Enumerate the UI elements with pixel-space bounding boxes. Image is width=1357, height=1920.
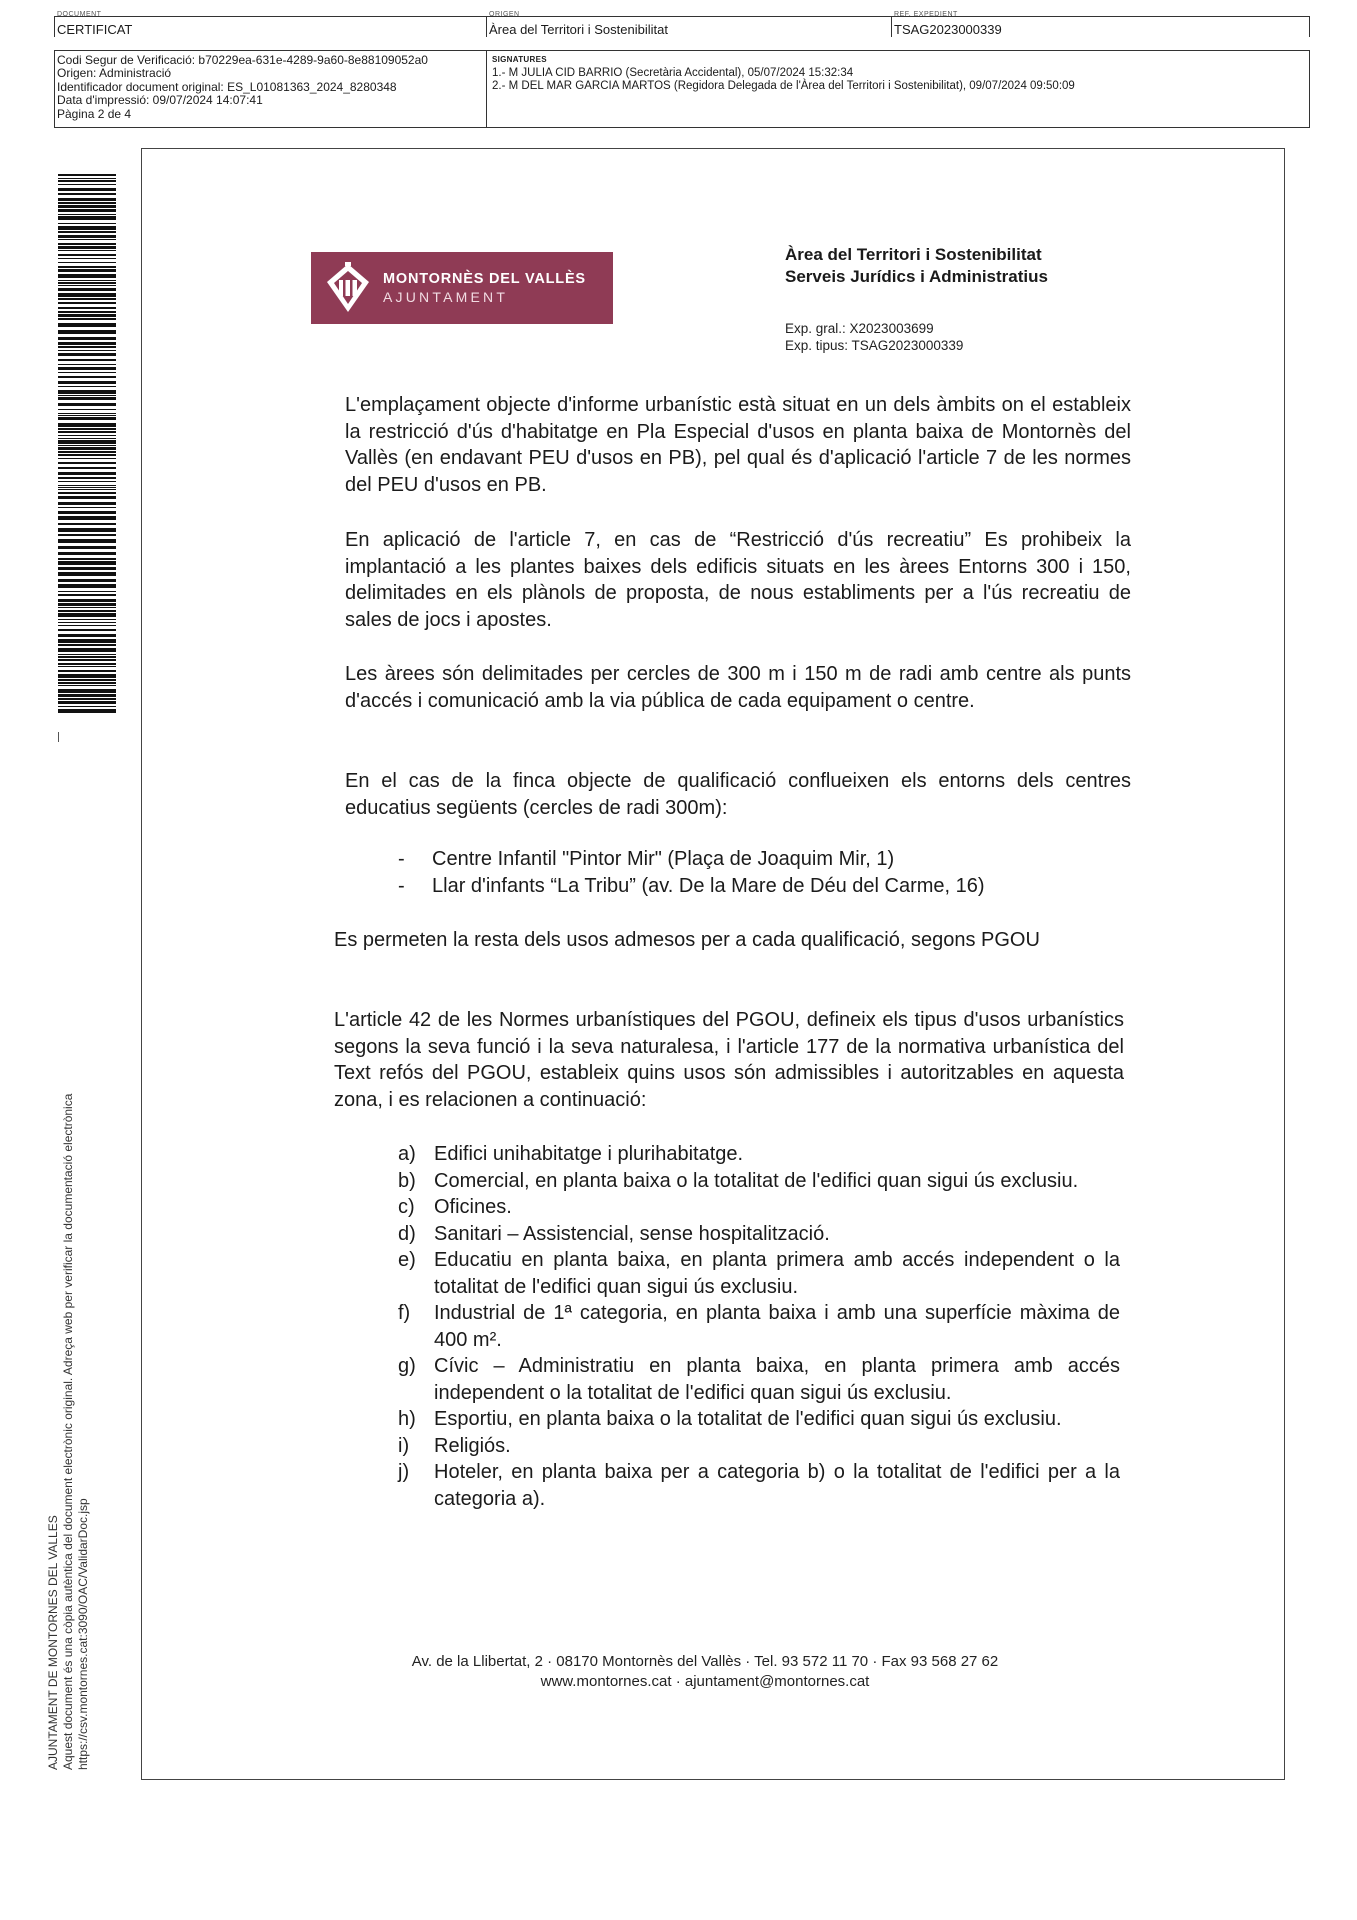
barcode-stripe bbox=[58, 428, 116, 430]
barcode-stripe bbox=[58, 567, 116, 570]
barcode-stripe bbox=[58, 487, 116, 488]
barcode-stripe bbox=[58, 364, 116, 365]
barcode-stripe bbox=[58, 376, 116, 378]
barcode-stripe bbox=[58, 534, 116, 536]
barcode-stripe bbox=[58, 546, 116, 549]
origin-area: Àrea del Territori i Sostenibilitat bbox=[489, 22, 668, 37]
barcode-stripe bbox=[58, 701, 116, 704]
barcode-stripe bbox=[58, 415, 116, 416]
barcode-stripe bbox=[58, 311, 116, 313]
list-item bbox=[398, 1406, 1120, 1433]
list-marker: h) bbox=[398, 1408, 416, 1430]
centre-la-tribu: Llar d'infants “La Tribu” (av. De la Mare de Déu del Carme, 16) bbox=[432, 875, 985, 897]
barcode-stripe bbox=[58, 698, 116, 700]
list-marker: d) bbox=[398, 1222, 416, 1245]
barcode-stripe bbox=[58, 285, 116, 286]
barcode-stripe bbox=[58, 342, 116, 345]
list-item bbox=[398, 1168, 1120, 1195]
barcode-stripe bbox=[58, 214, 116, 215]
barcode-stripe bbox=[58, 579, 116, 582]
barcode bbox=[58, 174, 116, 714]
barcode-stripe bbox=[58, 516, 116, 520]
barcode-stripe bbox=[58, 266, 116, 268]
barcode-stripe bbox=[58, 359, 116, 361]
barcode-stripe bbox=[58, 485, 116, 486]
barcode-stripe bbox=[58, 492, 116, 494]
certificate-meta-box bbox=[54, 50, 1310, 128]
list-marker: i) bbox=[398, 1434, 410, 1457]
barcode-stripe bbox=[58, 337, 116, 340]
barcode-stripe bbox=[58, 243, 116, 245]
paragraph-location: L'emplaçament objecte d'informe urbanístic està situat en un dels àmbits on el estableix la restricció d'ús d'habitatge en Pla Especial d'usos en planta baixa de Montornès del Vallès (en endavant PEU d'usos en PB), pel qual és d'aplicació l'article 7 de les normes del PEU d'usos en PB. bbox=[345, 394, 1131, 496]
barcode-stripe bbox=[58, 330, 116, 334]
barcode-stripe bbox=[58, 685, 116, 686]
list-item bbox=[398, 1221, 1120, 1248]
barcode-stripe bbox=[58, 280, 116, 281]
barcode-stripe bbox=[58, 226, 116, 230]
list-marker: e) bbox=[398, 1249, 416, 1271]
centres-list bbox=[398, 846, 1138, 900]
barcode-stripe bbox=[58, 584, 116, 588]
paragraph-article-7: En aplicació de l'article 7, en cas de “Restricció d'ús recreatiu” Es prohibeix la implantació a les plantes baixes dels edificis situats en les àrees Entorns 300 i 150, delimitades en els plànols de proposta, de nous establiments per a l'ús recreatiu de sales de jocs i apostes. bbox=[345, 529, 1131, 631]
paragraph-article-42: L'article 42 de les Normes urbanístiques del PGOU, defineix els tipus d'usos urbanístics segons la seva funció i la seva naturalesa, i l'article 177 de la normativa urbanística del Text refós del PGOU, estableix quins usos són admissibles i autoritzables en aquesta zona, i es relacionen a continuació: bbox=[334, 1009, 1124, 1111]
barcode-stripe bbox=[58, 666, 116, 667]
expedient-type: Exp. tipus: TSAG2023000339 bbox=[785, 338, 964, 353]
logo-town-name: MONTORNÈS DEL VALLÈS bbox=[383, 271, 586, 287]
list-item bbox=[398, 1247, 1120, 1300]
barcode-stripe bbox=[58, 293, 116, 297]
department-service: Serveis Jurídics i Administratius bbox=[785, 267, 1048, 286]
barcode-stripe bbox=[58, 231, 116, 233]
barcode-stripe bbox=[58, 403, 116, 406]
barcode-stripe bbox=[58, 445, 116, 446]
barcode-stripe bbox=[58, 174, 116, 176]
barcode-tick bbox=[58, 732, 59, 742]
barcode-stripe bbox=[58, 431, 116, 433]
use-health: Sanitari – Assistencial, sense hospitalització. bbox=[434, 1222, 830, 1245]
barcode-stripe bbox=[58, 193, 116, 195]
barcode-stripe bbox=[58, 216, 116, 220]
barcode-stripe bbox=[58, 409, 116, 410]
barcode-stripe bbox=[58, 435, 116, 436]
barcode-stripe bbox=[58, 561, 116, 565]
page-number: Pàgina 2 de 4 bbox=[57, 106, 132, 121]
barcode-stripe bbox=[58, 395, 116, 396]
list-item bbox=[398, 1433, 1120, 1460]
list-marker: j) bbox=[398, 1461, 410, 1483]
use-industrial: Industrial de 1ª categoria, en planta baixa i amb una superfície màxima de 400 m². bbox=[434, 1302, 1120, 1351]
barcode-stripe bbox=[58, 599, 116, 602]
use-educational: Educatiu en planta baixa, en planta primera amb accés independent o la totalitat de l'edifici quan sigui ús exclusiu. bbox=[434, 1249, 1120, 1298]
use-hotel: Hoteler, en planta baixa per a categoria b) o la totalitat de l'edifici per a la categoria a). bbox=[434, 1461, 1120, 1510]
list-marker: b) bbox=[398, 1169, 416, 1192]
barcode-stripe bbox=[58, 417, 116, 420]
reference-number: TSAG2023000339 bbox=[894, 22, 1002, 37]
barcode-stripe bbox=[58, 298, 116, 300]
barcode-stripe bbox=[58, 502, 116, 505]
barcode-stripe bbox=[58, 262, 116, 263]
coat-of-arms-icon bbox=[325, 262, 371, 314]
use-commercial: Comercial, en planta baixa o la totalitat de l'edifici quan sigui ús exclusiu. bbox=[434, 1169, 1079, 1192]
barcode-stripe bbox=[58, 346, 116, 348]
uses-list bbox=[398, 1141, 1120, 1512]
barcode-stripe bbox=[58, 689, 116, 693]
list-marker: f) bbox=[398, 1302, 411, 1324]
certificate-header-row bbox=[54, 11, 1310, 37]
side-text-ajuntament: AJUNTAMENT DE MONTORNES DEL VALLES bbox=[46, 1515, 60, 1770]
barcode-stripe bbox=[58, 663, 116, 665]
list-marker: c) bbox=[398, 1196, 415, 1218]
list-marker: a) bbox=[398, 1143, 416, 1165]
barcode-stripe bbox=[58, 447, 116, 450]
barcode-stripe bbox=[58, 258, 116, 259]
side-text-verify-url: https://csv.montornes.cat:3090/OAC/ValidarDoc.jsp bbox=[76, 1498, 90, 1770]
document-caption: DOCUMENT bbox=[57, 11, 102, 18]
barcode-stripe bbox=[58, 235, 116, 238]
barcode-stripe bbox=[58, 694, 116, 697]
logo-ajuntament: AJUNTAMENT bbox=[383, 289, 509, 305]
barcode-stripe bbox=[58, 462, 116, 464]
department-area: Àrea del Territori i Sostenibilitat bbox=[785, 245, 1042, 264]
origin-caption: ORIGEN bbox=[489, 11, 520, 18]
list-item: - Llar d'infants “La Tribu” (av. De la Mare de Déu del Carme, 16) bbox=[398, 873, 1138, 900]
reference-cell bbox=[892, 11, 1309, 37]
barcode-stripe bbox=[58, 239, 116, 240]
paragraph-other-uses: Es permeten la resta dels usos admesos per a cada qualificació, segons PGOU bbox=[334, 929, 1040, 951]
barcode-stripe bbox=[58, 594, 116, 596]
department-heading bbox=[785, 244, 1048, 288]
barcode-stripe bbox=[58, 523, 116, 525]
barcode-stripe bbox=[58, 539, 116, 543]
barcode-stripe bbox=[58, 682, 116, 684]
list-item bbox=[398, 1141, 1120, 1168]
barcode-stripe bbox=[58, 386, 116, 387]
barcode-stripe bbox=[58, 467, 116, 469]
barcode-stripe bbox=[58, 314, 116, 317]
barcode-stripe bbox=[58, 246, 116, 249]
barcode-stripe bbox=[58, 188, 116, 191]
barcode-stripe bbox=[58, 302, 116, 304]
centre-pintor-mir: Centre Infantil "Pintor Mir" (Plaça de Joaquim Mir, 1) bbox=[432, 848, 895, 870]
barcode-stripe bbox=[58, 269, 116, 272]
barcode-stripe bbox=[58, 572, 116, 576]
barcode-stripe bbox=[58, 622, 116, 623]
print-date: Data d'impressió: 09/07/2024 14:07:41 bbox=[57, 93, 263, 108]
barcode-stripe bbox=[58, 353, 116, 356]
expedient-general: Exp. gral.: X2023003699 bbox=[785, 321, 934, 336]
barcode-stripe bbox=[58, 288, 116, 291]
barcode-stripe bbox=[58, 629, 116, 631]
list-item: - Centre Infantil "Pintor Mir" (Plaça de Joaquim Mir, 1) bbox=[398, 846, 1138, 873]
barcode-stripe bbox=[58, 202, 116, 204]
list-item bbox=[398, 1353, 1120, 1406]
barcode-stripe bbox=[58, 454, 116, 456]
barcode-stripe bbox=[58, 307, 116, 309]
barcode-stripe bbox=[58, 282, 116, 284]
barcode-stripe bbox=[58, 381, 116, 384]
list-item bbox=[398, 1194, 1120, 1221]
barcode-stripe bbox=[58, 367, 116, 370]
barcode-stripe bbox=[58, 644, 116, 646]
barcode-stripe bbox=[58, 372, 116, 373]
barcode-stripe bbox=[58, 625, 116, 626]
barcode-stripe bbox=[58, 205, 116, 208]
signatures-caption: SIGNATURES bbox=[492, 55, 547, 64]
footer-address: Av. de la Llibertat, 2 · 08170 Montornès del Vallès · Tel. 93 572 11 70 · Fax 93 568 27 62 bbox=[411, 1653, 999, 1670]
barcode-stripe bbox=[58, 603, 116, 606]
page-footer bbox=[349, 1652, 1061, 1692]
original-identifier: Identificador document original: ES_L01081363_2024_8280348 bbox=[57, 79, 397, 94]
barcode-stripe bbox=[58, 507, 116, 508]
barcode-stripe bbox=[58, 656, 116, 658]
barcode-stripe bbox=[58, 274, 116, 278]
barcode-stripe bbox=[58, 458, 116, 459]
barcode-stripe bbox=[58, 591, 116, 592]
barcode-stripe bbox=[58, 318, 116, 320]
footer-web-email: www.montornes.cat · ajuntament@montornes.cat bbox=[540, 1673, 870, 1690]
verification-code: Codi Segur de Verificació: b70229ea-631e-4289-9a60-8e88109052a0 bbox=[57, 53, 428, 67]
expedient-info bbox=[785, 320, 963, 354]
barcode-stripe bbox=[58, 659, 116, 661]
barcode-stripe bbox=[58, 209, 116, 212]
barcode-stripe bbox=[58, 634, 116, 637]
list-marker: g) bbox=[398, 1355, 416, 1377]
paragraph-areas: Les àrees són delimitades per cercles de 300 m i 150 m de radi amb centre als punts d'accés i comunicació amb la via pública de cada equipament o centre. bbox=[345, 663, 1131, 712]
barcode-stripe bbox=[58, 639, 116, 643]
barcode-stripe bbox=[58, 552, 116, 555]
origin-line: Origen: Administració bbox=[57, 66, 172, 81]
barcode-stripe bbox=[58, 423, 116, 427]
barcode-stripe bbox=[58, 481, 116, 482]
barcode-stripe bbox=[58, 654, 116, 655]
verification-info bbox=[55, 51, 487, 127]
barcode-stripe bbox=[58, 438, 116, 439]
barcode-stripe bbox=[58, 180, 116, 182]
barcode-stripe bbox=[58, 323, 116, 327]
barcode-stripe bbox=[58, 223, 116, 224]
origin-cell bbox=[487, 11, 892, 37]
paragraph-centres-intro: En el cas de la finca objecte de qualificació conflueixen els entorns dels centres educatius següents (cercles de radi 300m): bbox=[345, 770, 1131, 819]
barcode-stripe bbox=[58, 619, 116, 620]
document-type-cell bbox=[55, 11, 487, 37]
signature-1: 1.- M JULIA CID BARRIO (Secretària Accidental), 05/07/2024 15:32:34 bbox=[492, 66, 854, 79]
barcode-stripe bbox=[58, 184, 116, 185]
barcode-stripe bbox=[58, 489, 116, 490]
barcode-stripe bbox=[58, 413, 116, 414]
barcode-stripe bbox=[58, 178, 116, 179]
use-residential: Edifici unihabitatge i plurihabitatge. bbox=[434, 1143, 744, 1165]
barcode-stripe bbox=[58, 472, 116, 475]
use-offices: Oficines. bbox=[434, 1196, 512, 1218]
reference-caption: REF. EXPEDIENT bbox=[894, 11, 958, 18]
barcode-stripe bbox=[58, 674, 116, 678]
signatures-info bbox=[487, 51, 1309, 127]
barcode-stripe bbox=[58, 496, 116, 499]
barcode-stripe bbox=[58, 477, 116, 479]
barcode-stripe bbox=[58, 254, 116, 256]
barcode-stripe bbox=[58, 709, 116, 713]
barcode-stripe bbox=[58, 558, 116, 560]
barcode-stripe bbox=[58, 679, 116, 681]
barcode-stripe bbox=[58, 528, 116, 532]
barcode-stripe bbox=[58, 670, 116, 672]
barcode-stripe bbox=[58, 610, 116, 612]
barcode-stripe bbox=[58, 706, 116, 707]
barcode-stripe bbox=[58, 440, 116, 444]
side-text-authenticity: Aquest document és una còpia autèntica del document electrònic original. Adreça web per verificar la documentació electrònica bbox=[61, 1093, 75, 1770]
signature-2: 2.- M DEL MAR GARCIA MARTOS (Regidora Delegada de l'Àrea del Territori i Sostenibilitat), 09/07/2024 09:50:09 bbox=[492, 80, 1075, 92]
use-sports: Esportiu, en planta baixa o la totalitat de l'edifici quan sigui ús exclusiu. bbox=[434, 1408, 1062, 1430]
use-civic: Cívic – Administratiu en planta baixa, en planta primera amb accés independent o la totalitat de l'edifici quan sigui ús exclusiu. bbox=[434, 1355, 1120, 1404]
use-religious: Religiós. bbox=[434, 1434, 511, 1457]
document-type: CERTIFICAT bbox=[57, 22, 133, 37]
list-item bbox=[398, 1459, 1120, 1512]
list-item bbox=[398, 1300, 1120, 1353]
barcode-stripe bbox=[58, 198, 116, 201]
barcode-stripe bbox=[58, 613, 116, 617]
barcode-stripe bbox=[58, 250, 116, 251]
barcode-stripe bbox=[58, 397, 116, 400]
barcode-stripe bbox=[58, 607, 116, 608]
montornes-logo bbox=[311, 252, 613, 324]
barcode-stripe bbox=[58, 390, 116, 394]
barcode-stripe bbox=[58, 511, 116, 514]
barcode-stripe bbox=[58, 451, 116, 453]
barcode-stripe bbox=[58, 648, 116, 652]
barcode-stripe bbox=[58, 350, 116, 351]
